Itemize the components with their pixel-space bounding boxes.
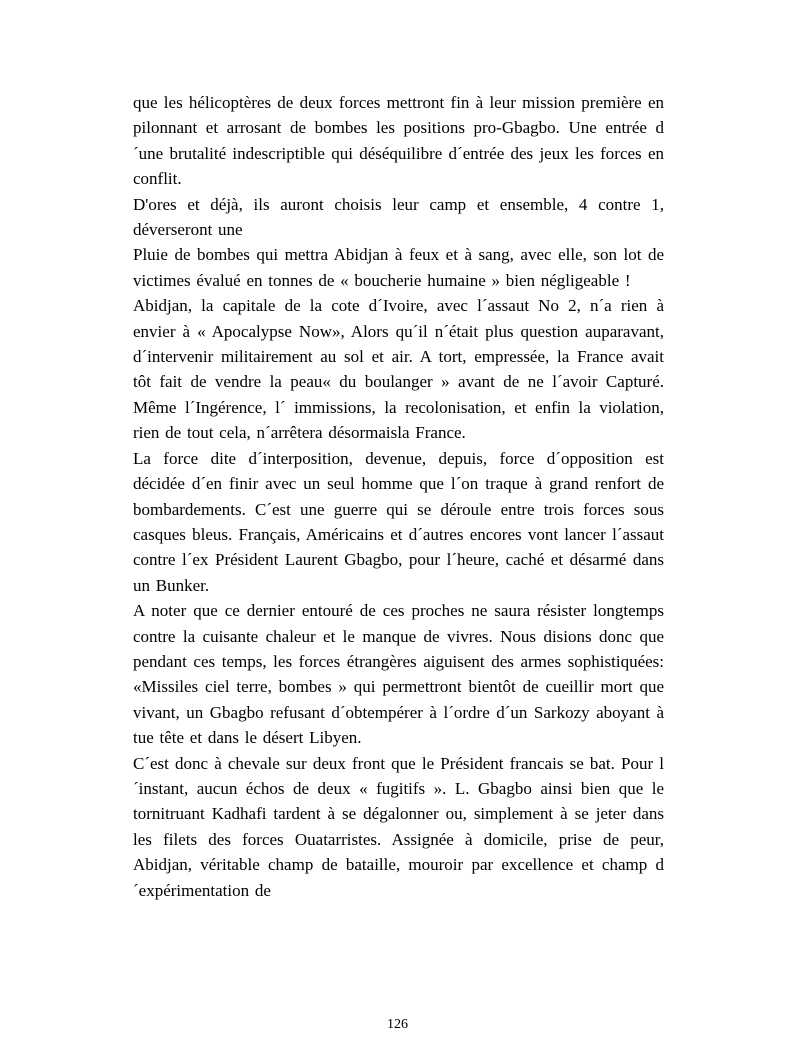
page-number: 126 (387, 1017, 408, 1032)
paragraph: D'ores et déjà, ils auront choisis leur camp et ensemble, 4 contre 1, déverseront une (133, 194, 664, 240)
paragraph: Abidjan, la capitale de la cote d´Ivoire, avec l´assaut No 2, n´a rien à envier à « Apocalypse Now», Alors qu´il n´était plus question auparavant, d´intervenir militairement au sol et air. A tort, empressée, la France avait tôt fait de vendre la peau« du boulanger » avant de ne l´avoir Capturé. Même l´Ingérence, l´ immissions, la recolonisation, et enfin la violation, rien de tout cela, n´arrêtera désormaisla France. (133, 296, 664, 443)
paragraph: Pluie de bombes qui mettra Abidjan à feux et à sang, avec elle, son lot de victimes évalué en tonnes de « boucherie humaine » bien négligeable ! (133, 245, 664, 290)
paragraph: La force dite d´interposition, devenue, depuis, force d´opposition est décidée d´en finir avec un seul homme que l´on traque à grand renfort de bombardements. C´est une guerre qui se déroule entre trois forces sous casques bleus. Français, Américains et d´autres encores vont lancer l´assaut contre l´ex Président Laurent Gbagbo, pour l´heure, caché et désarmé dans un Bunker. (133, 448, 664, 595)
body-text (133, 90, 664, 903)
paragraph: C´est donc à chevale sur deux front que le Président francais se bat. Pour l´instant, aucun échos de deux « fugitifs ». L. Gbagbo ainsi bien que le tornitruant Kadhafi tardent à se dégalonner ou, simplement à se jeter dans les filets des forces Ouatarristes. Assignée à domicile, prise de peur, Abidjan, véritable champ de bataille, mouroir par excellence et champ d´expérimentation de (133, 753, 664, 900)
paragraph: que les hélicoptères de deux forces mettront fin à leur mission première en pilonnant et arrosant de bombes les positions pro-Gbagbo. Une entrée d´une brutalité indescriptible qui déséquilibre d´entrée des jeux les forces en conflit. (133, 93, 664, 189)
paragraph: A noter que ce dernier entouré de ces proches ne saura résister longtemps contre la cuisante chaleur et le manque de vivres. Nous disions donc que pendant ces temps, les forces étrangères aiguisent des armes sophistiquées: «Missiles ciel terre, bombes » qui permettront bientôt de cueillir mort que vivant, un Gbagbo refusant d´obtempérer à l´ordre d´un Sarkozy aboyant à tue tête et dans le désert Libyen. (133, 601, 664, 748)
